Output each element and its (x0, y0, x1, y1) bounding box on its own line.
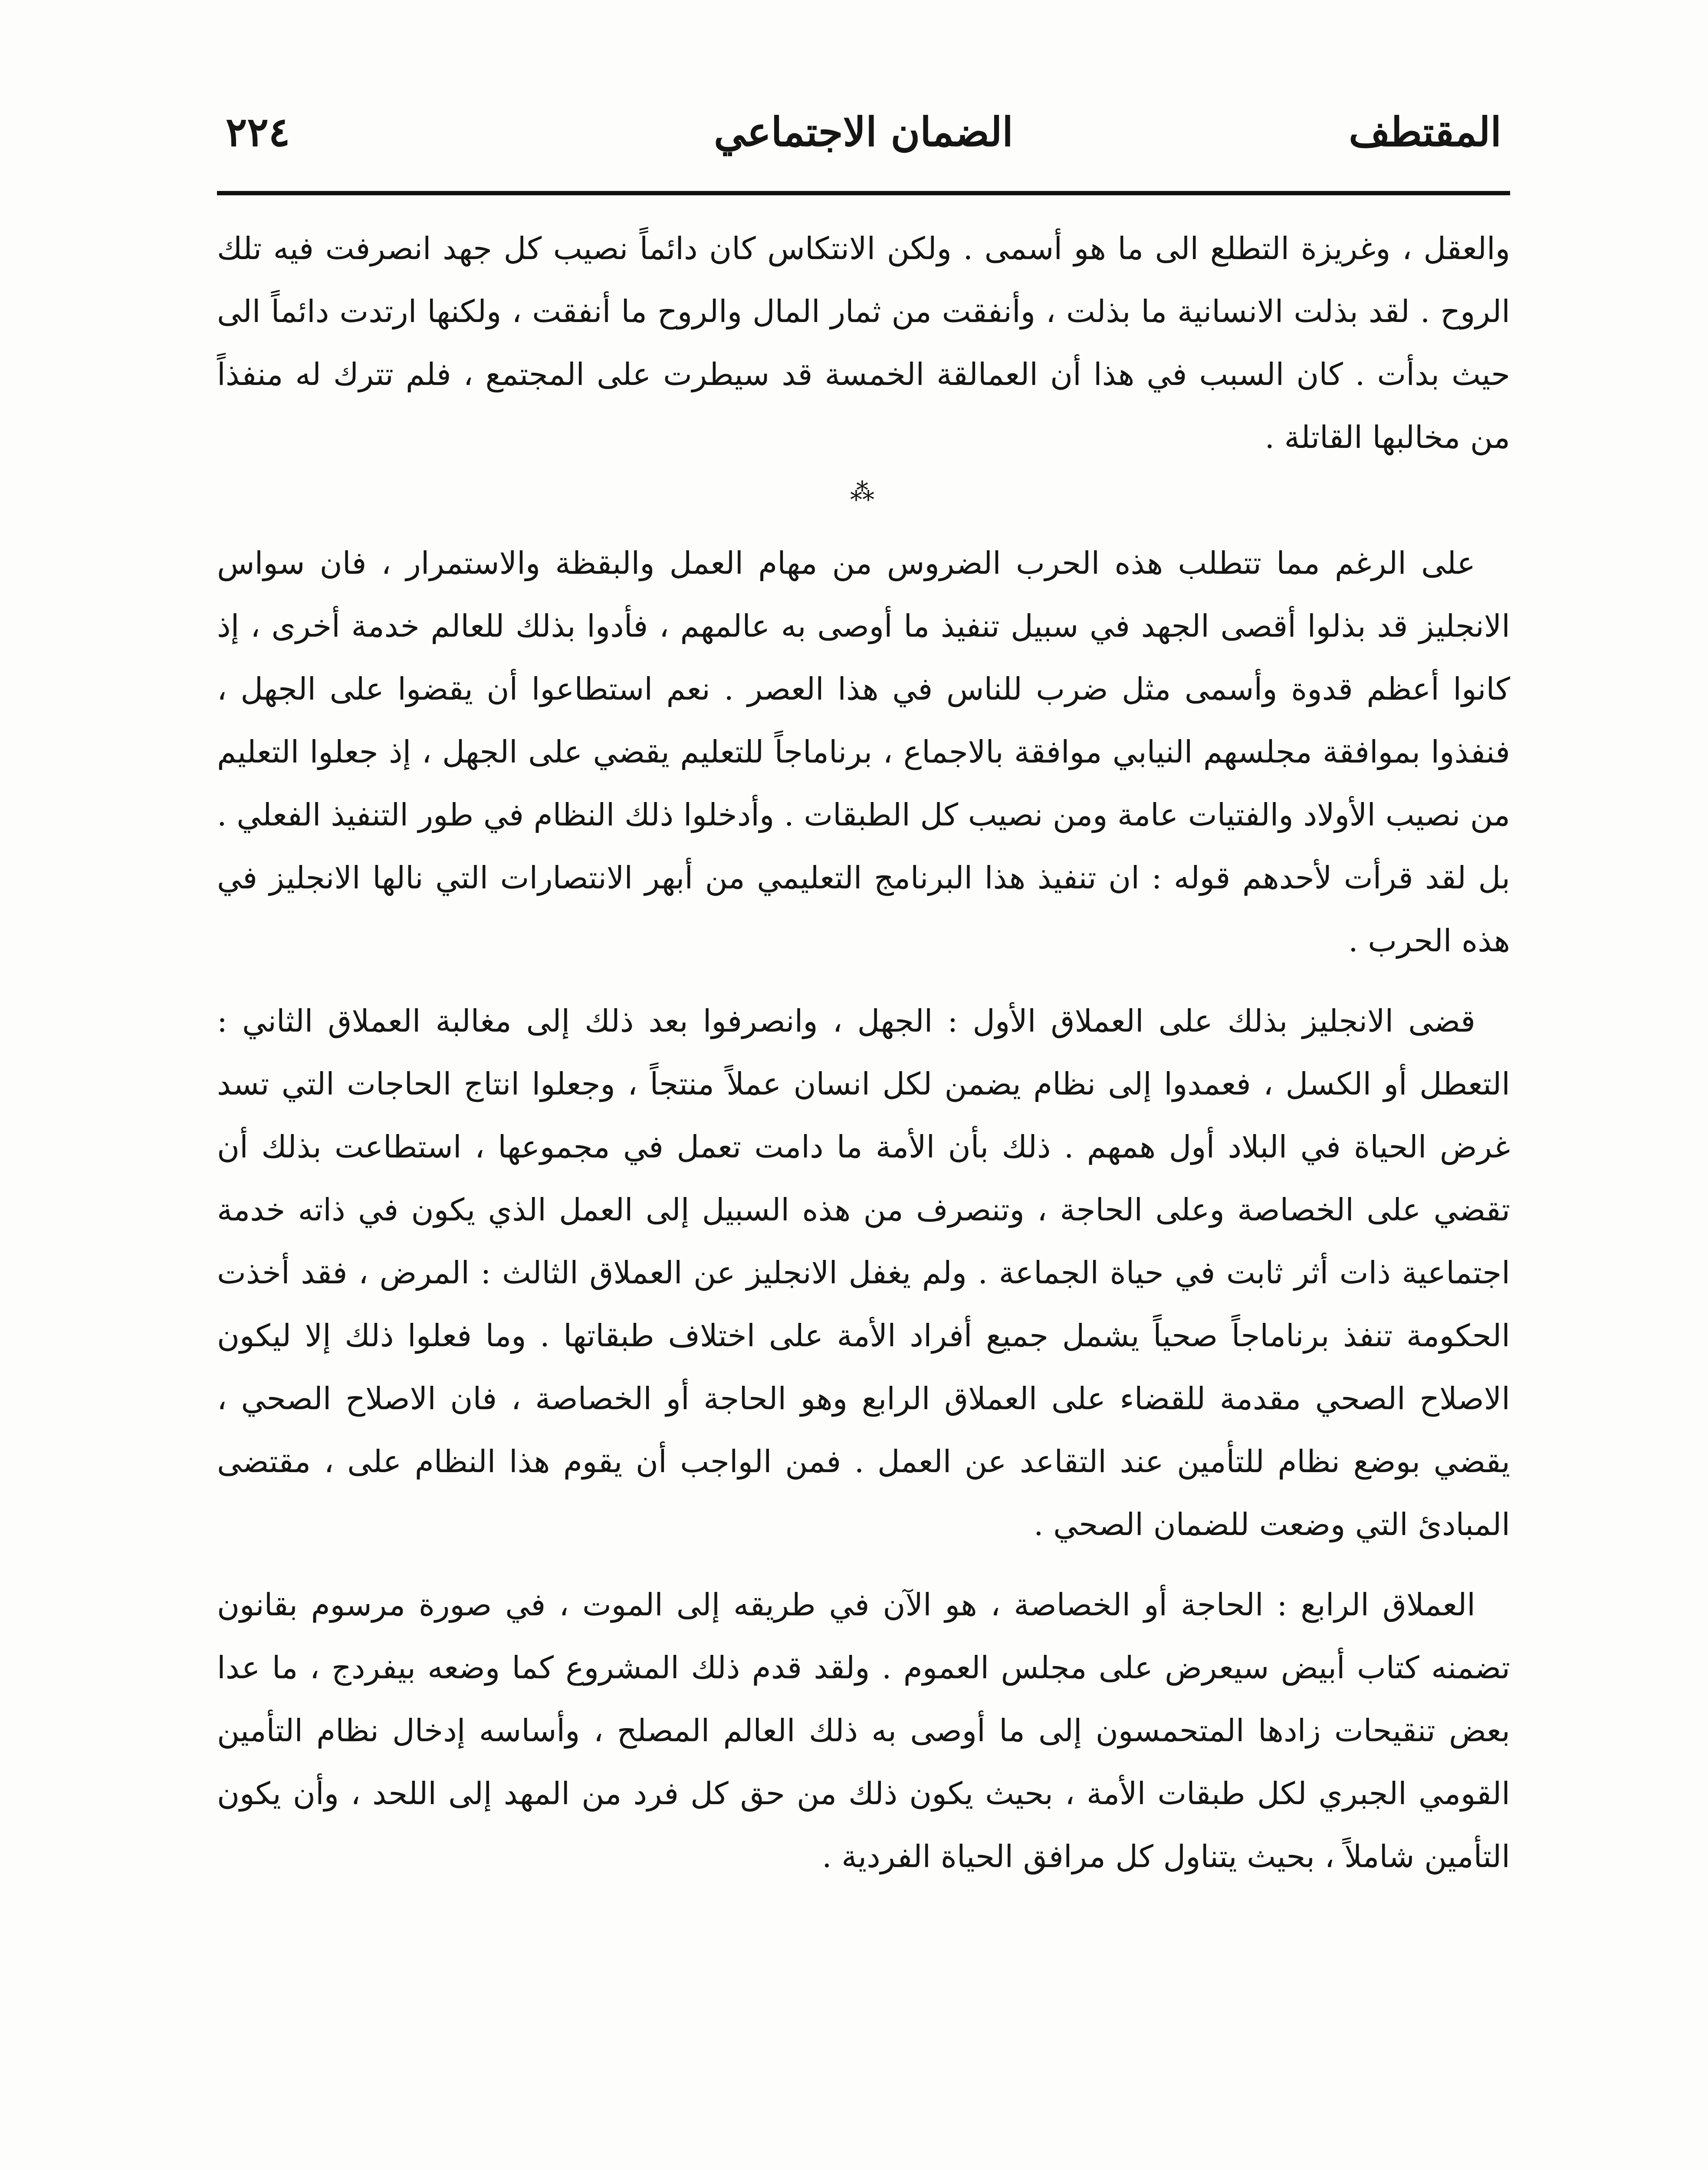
header-rule (217, 191, 1510, 195)
article-title: الضمان الاجتماعي (714, 108, 1013, 155)
page-header (217, 108, 1510, 174)
paragraph-4: العملاق الرابع : الحاجة أو الخصاصة ، هو الآن في طريقه إلى الموت ، في صورة مرسوم بقانون تضمنه كتاب أبيض سيعرض على مجلس العموم . ولقد قدم ذلك المشروع كما وضعه بيفردج ، ما عدا بعض تنقيحات زادها المتحمسون إلى ما أوصى به ذلك العالم المصلح ، وأساسه إدخال نظام التأمين القومي الجبري لكل طبقات الأمة ، بحيث يكون ذلك من حق كل فرد من المهد إلى اللحد ، وأن يكون التأمين شاملاً ، بحيث يتناول كل مرافق الحياة الفردية . (217, 1587, 1510, 1874)
page-number: ٢٢٤ (226, 108, 290, 155)
paragraph-2: على الرغم مما تتطلب هذه الحرب الضروس من مهام العمل والبقظة والاستمرار ، فان سواس الانجليز قد بذلوا أقصى الجهد في سبيل تنفيذ ما أوصى به عالمهم ، فأدوا بذلك للعالم خدمة أخرى ، إذ كانوا أعظم قدوة وأسمى مثل ضرب للناس في هذا العصر . نعم استطاعوا أن يقضوا على الجهل ، فنفذوا بموافقة مجلسهم النيابي موافقة بالاجماع ، برناماجاً للتعليم يقضي على الجهل ، إذ جعلوا التعليم من نصيب الأولاد والفتيات عامة ومن نصيب كل الطبقات . وأدخلوا ذلك النظام في طور التنفيذ الفعلي . بل لقد قرأت لأحدهم قوله : ان تنفيذ هذا البرنامج التعليمي من أبهر الانتصارات التي نالها الانجليز في هذه الحرب . (217, 545, 1510, 959)
journal-name: المقتطف (1349, 108, 1501, 155)
paragraph-3: قضى الانجليز بذلك على العملاق الأول : الجهل ، وانصرفوا بعد ذلك إلى مغالبة العملاق الثاني : التعطل أو الكسل ، فعمدوا إلى نظام يضمن لكل انسان عملاً منتجاً ، وجعلوا انتاج الحاجات التي تسد غرض الحياة في البلاد أول همهم . ذلك بأن الأمة ما دامت تعمل في مجموعها ، استطاعت بذلك أن تقضي على الخصاصة وعلى الحاجة ، وتنصرف من هذه السبيل إلى العمل الذي يكون في ذاته خدمة اجتماعية ذات أثر ثابت في حياة الجماعة . ولم يغفل الانجليز عن العملاق الثالث : المرض ، فقد أخذت الحكومة تنفذ برناماجاً صحياً يشمل جميع أفراد الأمة على اختلاف طبقاتها . وما فعلوا ذلك إلا ليكون الاصلاح الصحي مقدمة للقضاء على العملاق الرابع وهو الحاجة أو الخصاصة ، فان الاصلاح الصحي ، يقضي بوضع نظام للتأمين عند التقاعد عن العمل . فمن الواجب أن يقوم هذا النظام على ، مقتضى المبادئ التي وضعت للضمان الصحي . (217, 1003, 1510, 1542)
section-separator: ⁂ (850, 478, 877, 506)
paragraph-1: والعقل ، وغريزة التطلع الى ما هو أسمى . ولكن الانتكاس كان دائماً نصيب كل جهد انصرفت فيه تلك الروح . لقد بذلت الانسانية ما بذلت ، وأنفقت من ثمار المال والروح ما أنفقت ، ولكنها ارتدت دائماً الى حيث بدأت . كان السبب في هذا أن العمالقة الخمسة قد سيطرت على المجتمع ، فلم تترك له منفذاً من مخالبها القاتلة . (217, 230, 1510, 455)
article-body (217, 217, 1510, 1888)
